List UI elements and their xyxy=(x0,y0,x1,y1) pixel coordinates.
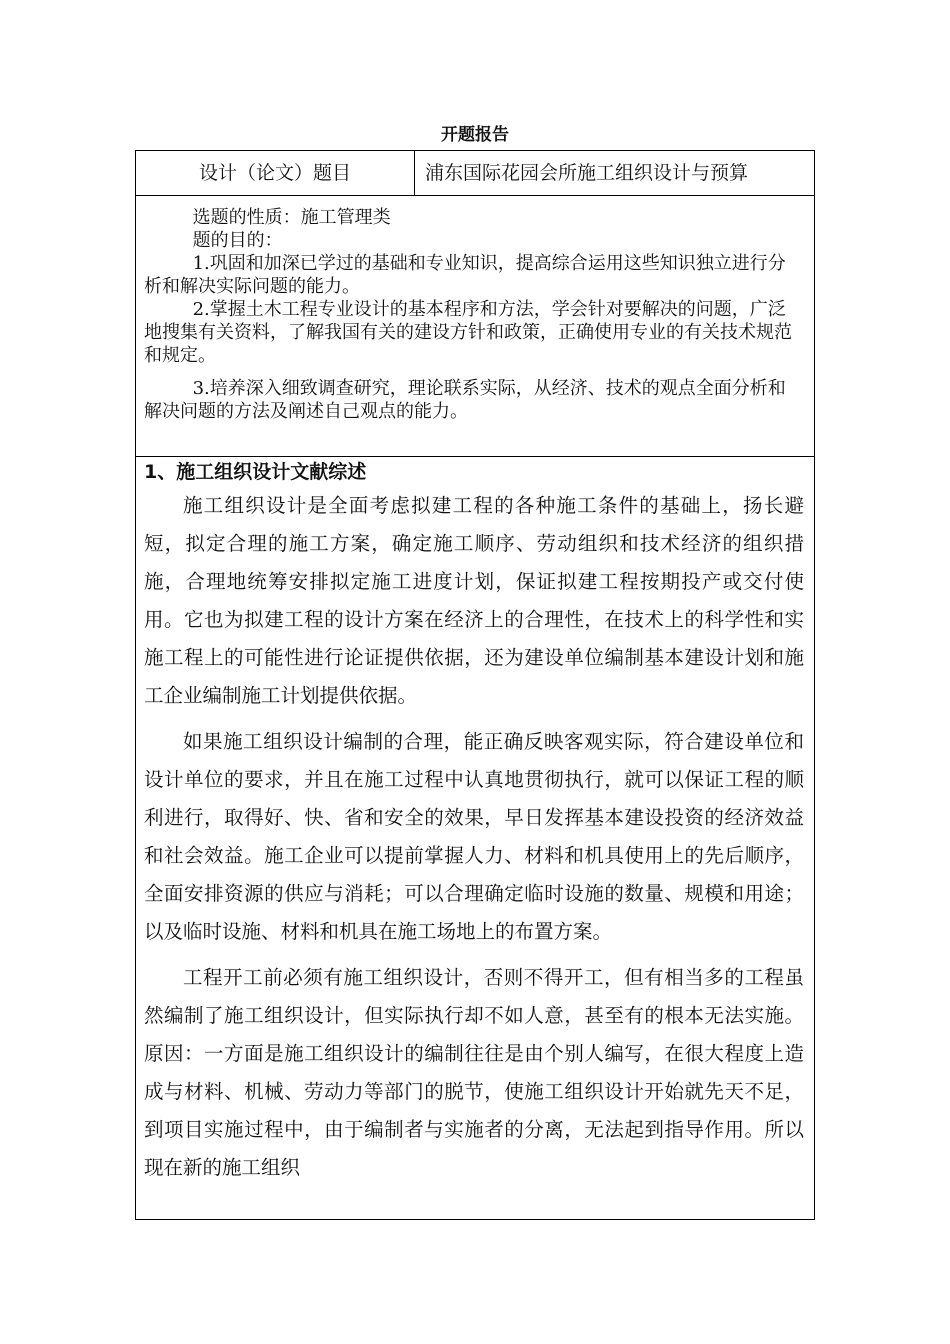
topic-row xyxy=(136,151,815,196)
review-cell xyxy=(136,457,815,1220)
review-paragraph: 工程开工前必须有施工组织设计，否则不得开工，但有相当多的工程虽然编制了施工组织设计，但实际执行却不如人意，甚至有的根本无法实施。原因：一方面是施工组织设计的编制往往是由个别人编写，在很大程度上造成与材料、机械、劳动力等部门的脱节，使施工组织设计开始就先天不足，到项目实施过程中，由于编制者与实施者的分离，无法起到指导作用。所以现在新的施工组织 xyxy=(144,966,804,1179)
review-paragraph: 如果施工组织设计编制的合理，能正确反映客观实际，符合建设单位和设计单位的要求，并且在施工过程中认真地贯彻执行，就可以保证工程的顺利进行，取得好、快、省和安全的效果，早日发挥基本建设投资的经济效益和社会效益。施工企业可以提前掌握人力、材料和机具使用上的先后顺序，全面安排资源的供应与消耗；可以合理确定临时设施的数量、规模和用途；以及临时设施、材料和机具在施工场地上的布置方案。 xyxy=(144,730,804,943)
page-title: 开题报告 xyxy=(441,125,509,145)
purpose-heading: 题的目的： xyxy=(192,230,283,251)
review-paragraph: 施工组织设计是全面考虑拟建工程的各种施工条件的基础上，扬长避短，拟定合理的施工方案，确定施工顺序、劳动组织和技术经济的组织措施，合理地统筹安排拟定施工进度计划，保证拟建工程按期投产或交付使用。它也为拟建工程的设计方案在经济上的合理性，在技术上的科学性和实施工程上的可能性进行论证提供依据，还为建设单位编制基本建设计划和施工企业编制施工计划提供依据。 xyxy=(144,494,804,707)
purpose-item: 2.掌握土木工程专业设计的基本程序和方法，学会针对要解决的问题，广泛地搜集有关资料，了解我国有关的建设方针和政策，正确使用专业的有关技术规范和规定。 xyxy=(144,299,792,366)
topic-value: 浦东国际花园会所施工组织设计与预算 xyxy=(415,151,815,196)
topic-label: 设计（论文）题目 xyxy=(136,151,415,196)
purpose-row xyxy=(136,196,815,457)
report-table xyxy=(135,150,815,1220)
purpose-item: 1.巩固和加深已学过的基础和专业知识，提高综合运用这些知识独立进行分析和解决实际问题的能力。 xyxy=(144,253,786,297)
purpose-cell xyxy=(136,196,815,457)
review-heading: 1、施工组织设计文献综述 xyxy=(144,461,367,483)
purpose-item: 3.培养深入细致调查研究，理论联系实际，从经济、技术的观点全面分析和解决问题的方法及阐述自己观点的能力。 xyxy=(144,378,786,422)
review-row xyxy=(136,457,815,1220)
topic-nature: 选题的性质：施工管理类 xyxy=(192,207,391,228)
